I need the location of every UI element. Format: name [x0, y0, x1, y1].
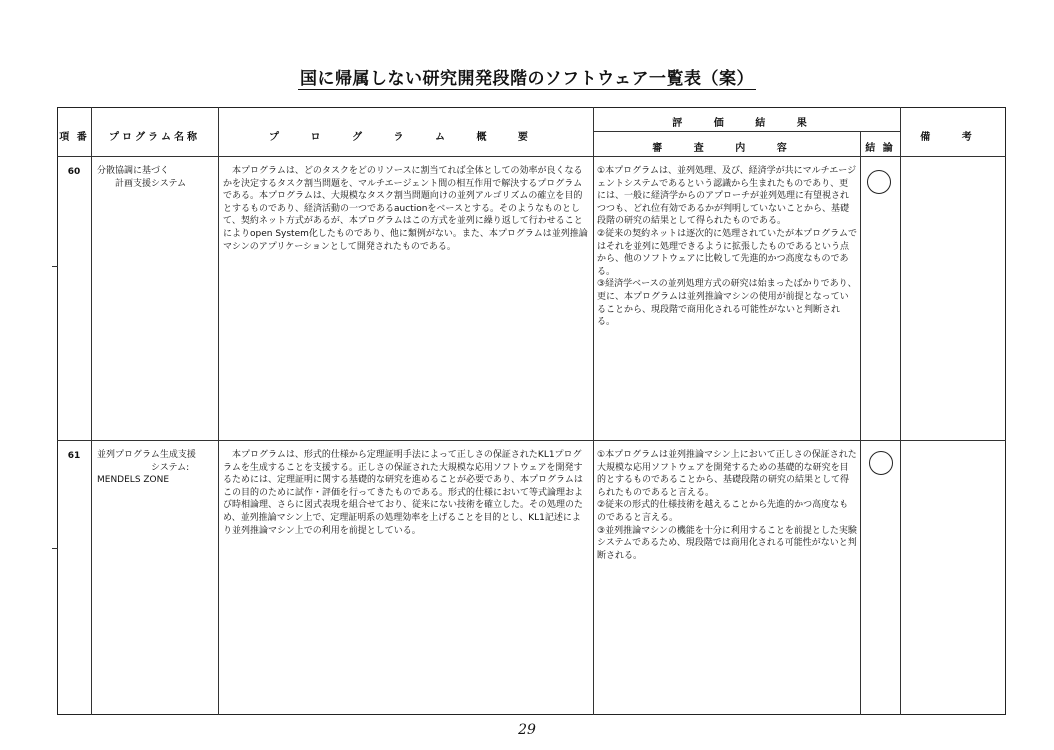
program-name: 並列プログラム生成支援 システム: MENDELS ZONE [97, 450, 196, 486]
program-name: 分散協調に基づく 計画支援システム [97, 166, 187, 189]
col-divider [218, 107, 219, 715]
header-program-name: プログラム名称 [109, 132, 200, 143]
col-divider [91, 107, 92, 715]
header-item-no: 項 番 [59, 132, 89, 143]
row-divider [593, 131, 900, 132]
page-title: 国に帰属しない研究開発段階のソフトウェア一覧表（案） [300, 69, 754, 89]
header-conclusion: 結 論 [865, 143, 895, 154]
col-divider [900, 107, 901, 715]
margin-mark [52, 548, 58, 549]
row-number: 60 [67, 167, 81, 177]
col-divider [593, 107, 594, 715]
header-overview: プ ロ グ ラ ム 概 要 [269, 132, 542, 143]
header-divider [57, 156, 1006, 157]
header-remarks: 備 考 [920, 132, 986, 143]
row-number: 61 [67, 451, 81, 461]
approval-circle [869, 451, 893, 475]
page-number: 29 [518, 722, 536, 738]
program-overview: 本プログラムは、どのタスクをどのリソースに割当てれば全体としての効率が良くなるかを決定するタスク割当問題を、マルチエージェント間の相互作用で解決するプログラムである。本プログラムは、大規模なタスク割当問題向けの並列アルゴリズムの確立を目的とするものであり、経済活動の一つであるauctionをベースとする。そのようなものとして、契約ネット方式があるが、本プログラムはこの方式を並列に繰り返して行わせることによりopen System化したものであり、他に類例がない。また、本プログラムは並列推論マシンのアプリケーションとして開発されたものである。 [223, 166, 588, 252]
approval-circle [867, 170, 891, 194]
review-content: ①本プログラムは並列推論マシン上において正しさの保証された大規模な応用ソフトウェアを開発するための基礎的な研究を目的とするものであることから、基礎段階の研究の結果として得られたものであると言える。 ②従来の形式的仕様技術を越えることから先進的かつ高度なものであると言える。 ③並列推論マシンの機能を十分に利用することを前提とした実験システムであるため、現段階では商用化される可能性がないと判断される。 [597, 450, 857, 561]
header-evaluation: 評 価 結 果 [672, 118, 821, 129]
row-divider [57, 440, 1006, 441]
margin-mark [52, 266, 58, 267]
col-divider [860, 131, 861, 715]
program-overview: 本プログラムは、形式的仕様から定理証明手法によって正しさの保証されたKL1プログラムを生成することを支援する。正しさの保証された大規模な応用ソフトウェアを開発するためには、定理証明に関する基礎的な研究を進めることが必要であり、本プログラムはこの目的のために試作・評価を行ってきたものである。形式的仕様において等式論理および時相論理、さらに図式表現を組合せており、従来にない技術を確立した。その処理のため、並列推論マシン上で、定理証明系の処理効率を上げることを目的とし、KL1記述により並列推論マシン上での利用を前提としている。 [223, 450, 584, 536]
review-content: ①本プログラムは、並列処理、及び、経済学が共にマルチエージェントシステムであるという認識から生まれたものであり、更には、一般に経済学からのアプローチが並列処理に有望視されつつも、どれ位有効であるかが判明していないことから、基礎段階の研究の結果として得られたものである。 ②従来の契約ネットは逐次的に処理されていたが本プログラムではそれを並列に処理できるように拡張したものであるという点から、他のソフトウェアに比較して先進的かつ高度なものである。 ③経済学ベースの並列処理方式の研究は始まったばかりであり、更に、本プログラムは並列推論マシンの使用が前提となっていることから、現段階で商用化される可能性がないと判断される。 [597, 166, 857, 328]
header-review-content: 審 査 内 容 [652, 143, 801, 154]
